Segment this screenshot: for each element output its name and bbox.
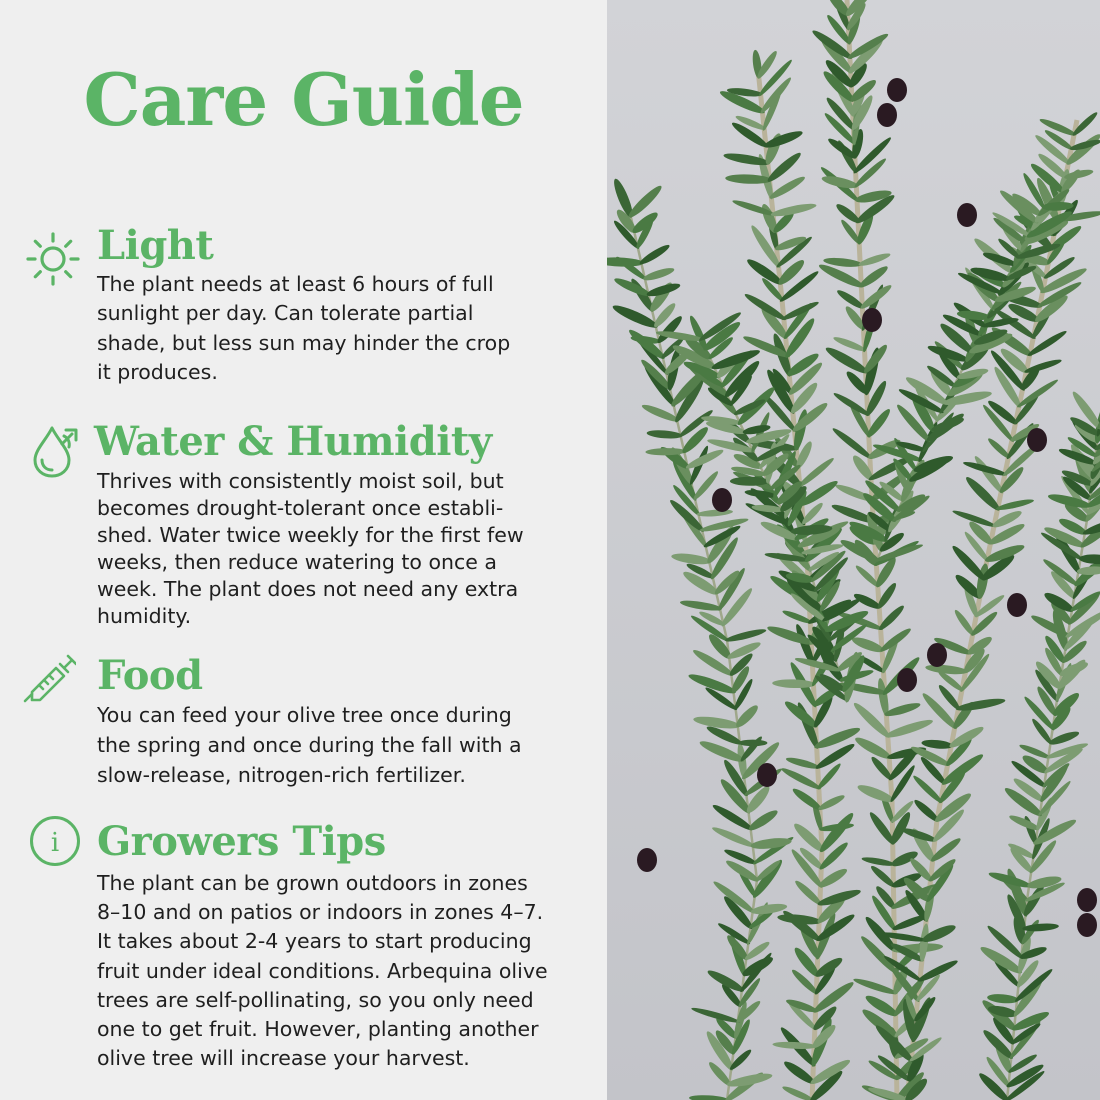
- syringe-icon: [22, 654, 76, 704]
- water-drop-icon: [28, 420, 84, 480]
- food-heading: Food: [97, 652, 203, 699]
- olive-fruit: [957, 203, 977, 227]
- light-line: shade, but less sun may hinder the crop: [97, 330, 511, 355]
- tips-line: 8–10 and on patios or indoors in zones 4–7.: [97, 900, 544, 925]
- olive-fruit: [637, 848, 657, 872]
- olive-fruit: [757, 763, 777, 787]
- olive-fruit: [712, 488, 732, 512]
- food-line: the spring and once during the fall with a: [97, 733, 522, 757]
- light-line: The plant needs at least 6 hours of full: [97, 272, 494, 296]
- water-humidity-description: [97, 468, 587, 630]
- water-humidity-heading: Water & Humidity: [94, 418, 492, 465]
- tips-line: It takes about 2-4 years to start producing: [97, 929, 532, 954]
- light-line: it produces.: [97, 359, 218, 384]
- light-line: sunlight per day. Can tolerate partial: [97, 301, 474, 326]
- tips-line: olive tree will increase your harvest.: [97, 1046, 470, 1071]
- info-icon: [28, 814, 82, 868]
- water-line: Thrives with consistently moist soil, but: [97, 469, 504, 493]
- olive-fruit: [927, 643, 947, 667]
- growers-tips-heading: Growers Tips: [97, 818, 386, 865]
- olive-fruit: [1027, 428, 1047, 452]
- svg-text:i: i: [50, 828, 60, 858]
- water-line: becomes drought-tolerant once establi-: [97, 496, 504, 520]
- tips-line: trees are self-pollinating, so you only need: [97, 987, 534, 1012]
- sun-icon: [22, 228, 84, 290]
- olive-fruit: [1077, 913, 1097, 937]
- olive-fruit: [897, 668, 917, 692]
- olive-fruit: [887, 78, 907, 102]
- olive-tree-photo: [607, 0, 1100, 1100]
- food-line: You can feed your olive tree once during: [97, 703, 512, 727]
- page-title: Care Guide: [83, 57, 524, 142]
- olive-tree-illustration: [607, 0, 1100, 1100]
- olive-fruit: [1007, 593, 1027, 617]
- tips-line: fruit under ideal conditions. Arbequina olive: [97, 958, 548, 983]
- olive-fruit: [1077, 888, 1097, 912]
- light-heading: Light: [97, 222, 214, 269]
- food-description: [97, 700, 587, 790]
- light-description: [97, 270, 587, 387]
- tips-line: The plant can be grown outdoors in zones: [97, 871, 528, 895]
- growers-tips-description: [97, 869, 587, 1073]
- food-line: slow-release, nitrogen-rich fertilizer.: [97, 763, 466, 787]
- tips-line: one to get fruit. However, planting another: [97, 1017, 539, 1042]
- water-line: shed. Water twice weekly for the first few: [97, 523, 524, 547]
- olive-fruit: [862, 308, 882, 332]
- water-line: humidity.: [97, 604, 192, 628]
- olive-fruit: [877, 103, 897, 127]
- water-line: weeks, then reduce watering to once a: [97, 550, 497, 574]
- water-line: week. The plant does not need any extra: [97, 577, 519, 601]
